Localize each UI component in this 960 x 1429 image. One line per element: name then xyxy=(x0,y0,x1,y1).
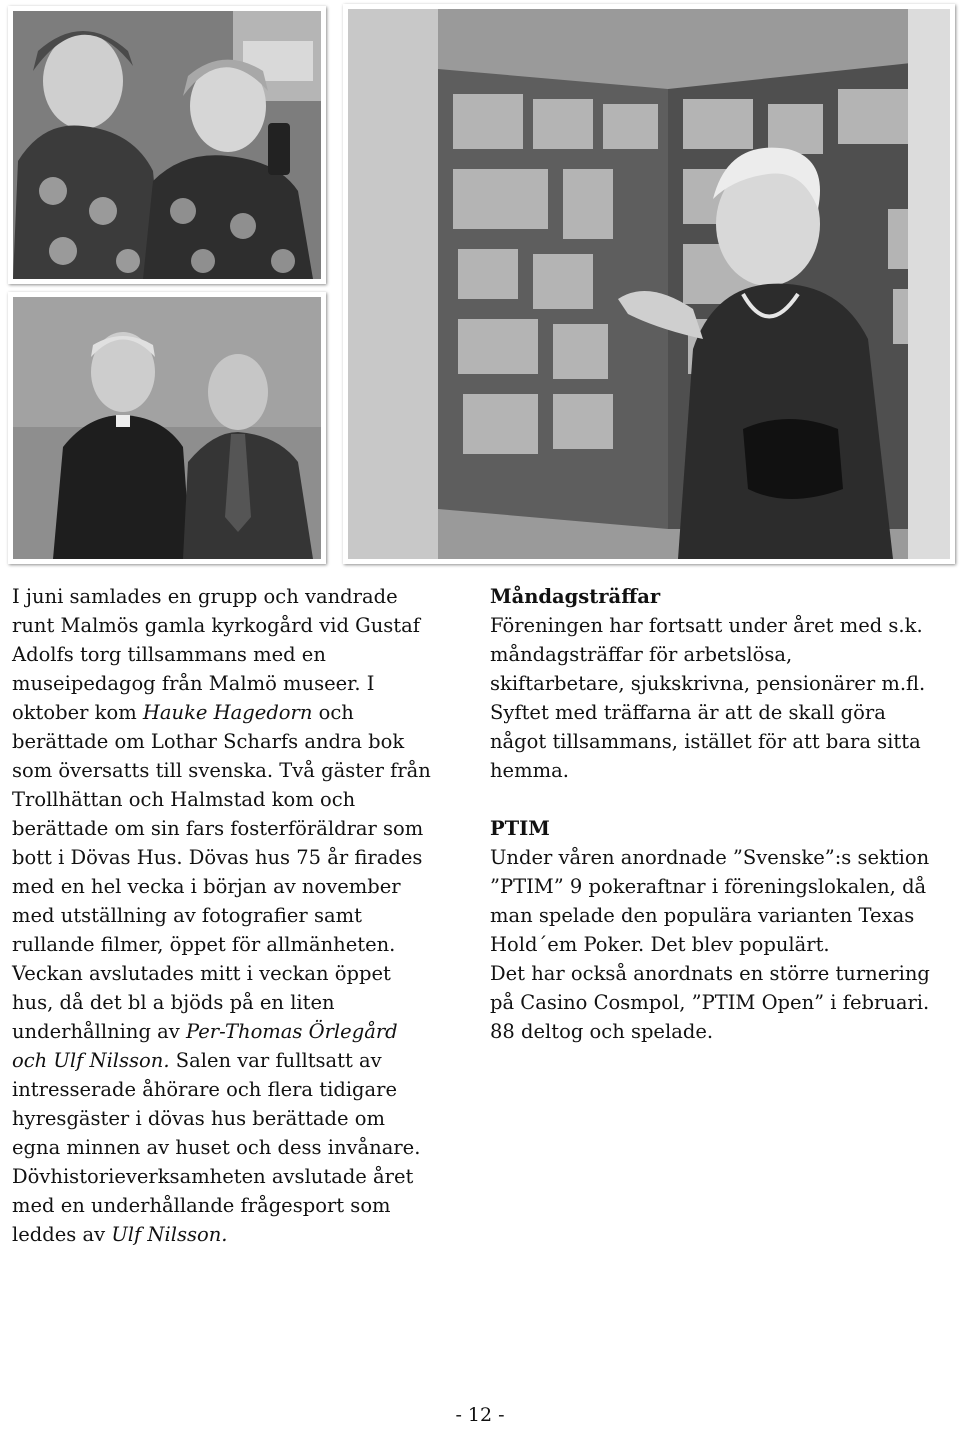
ptim-text-1: Under våren anordnade ”Svenske”:s sektion ”PTIM” 9 pokeraftnar i föreningslokalen, då man spelade den populära varianten Texas Hold´em Poker. Det blev populärt. xyxy=(490,846,930,956)
photo-exhibition-woman xyxy=(343,4,955,564)
paragraph-1-text-b: och berättade om Lothar Scharfs andra bok som översatts till svenska. Två gäster från Trollhättan och Halmstad kom och berättade om sin fars fosterföräldrar som bott i Dövas Hus. Dövas hus 75 år firades med en hel vecka i början av november med utställning av fotografier samt rullande filmer, öppet för allmänheten. Veckan avslutades mitt i veckan öppet hus, då det bl a bjöds på en liten underhållning av xyxy=(12,701,431,1043)
performer-names: Per-Thomas Örlegård och Ulf Nilsson. xyxy=(12,1020,398,1072)
right-text-column xyxy=(490,582,930,1046)
page-number: - 12 - xyxy=(455,1404,505,1426)
heading-ptim: PTIM xyxy=(490,817,550,840)
paragraph-2-text: Dövhistorieverksamheten avslutade året med en underhållande frågesport som leddes av xyxy=(12,1165,414,1246)
article-paragraph-1 xyxy=(12,582,432,1162)
paragraph-1-text-c: Salen var fulltsatt av intresserade åhörare och flera tidigare hyresgäster i dövas hus berättade om egna minnen av huset och dess invånare. xyxy=(12,1049,421,1159)
photo-two-men xyxy=(8,292,326,564)
article-paragraph-2 xyxy=(12,1162,432,1249)
exhibition-photo-image xyxy=(348,9,950,559)
children-photo-image xyxy=(13,11,321,279)
guest-name-hauke: Hauke Hagedorn xyxy=(142,701,313,724)
paragraph-1-text-a: I juni samlades en grupp och vandrade runt Malmös gamla kyrkogård vid Gustaf Adolfs torg tillsammans med en museipedagog från Malmö museer. I oktober kom xyxy=(12,585,420,724)
quiz-host-name: Ulf Nilsson. xyxy=(111,1223,228,1246)
mandagstraffar-text: Föreningen har fortsatt under året med s.k. måndagsträffar för arbetslösa, skiftarbetare, sjukskrivna, pensionärer m.fl. Syftet med träffarna är att de skall göra något tillsammans, istället för att bara sitta hemma. xyxy=(490,614,926,782)
heading-mandagstraffar: Måndagsträffar xyxy=(490,585,661,608)
photo-children xyxy=(8,6,326,284)
two-men-photo-image xyxy=(13,297,321,559)
left-text-column xyxy=(12,582,432,1249)
ptim-text-2: Det har också anordnats en större turnering på Casino Cosmpol, ”PTIM Open” i februari. 88 deltog och spelade. xyxy=(490,962,930,1043)
